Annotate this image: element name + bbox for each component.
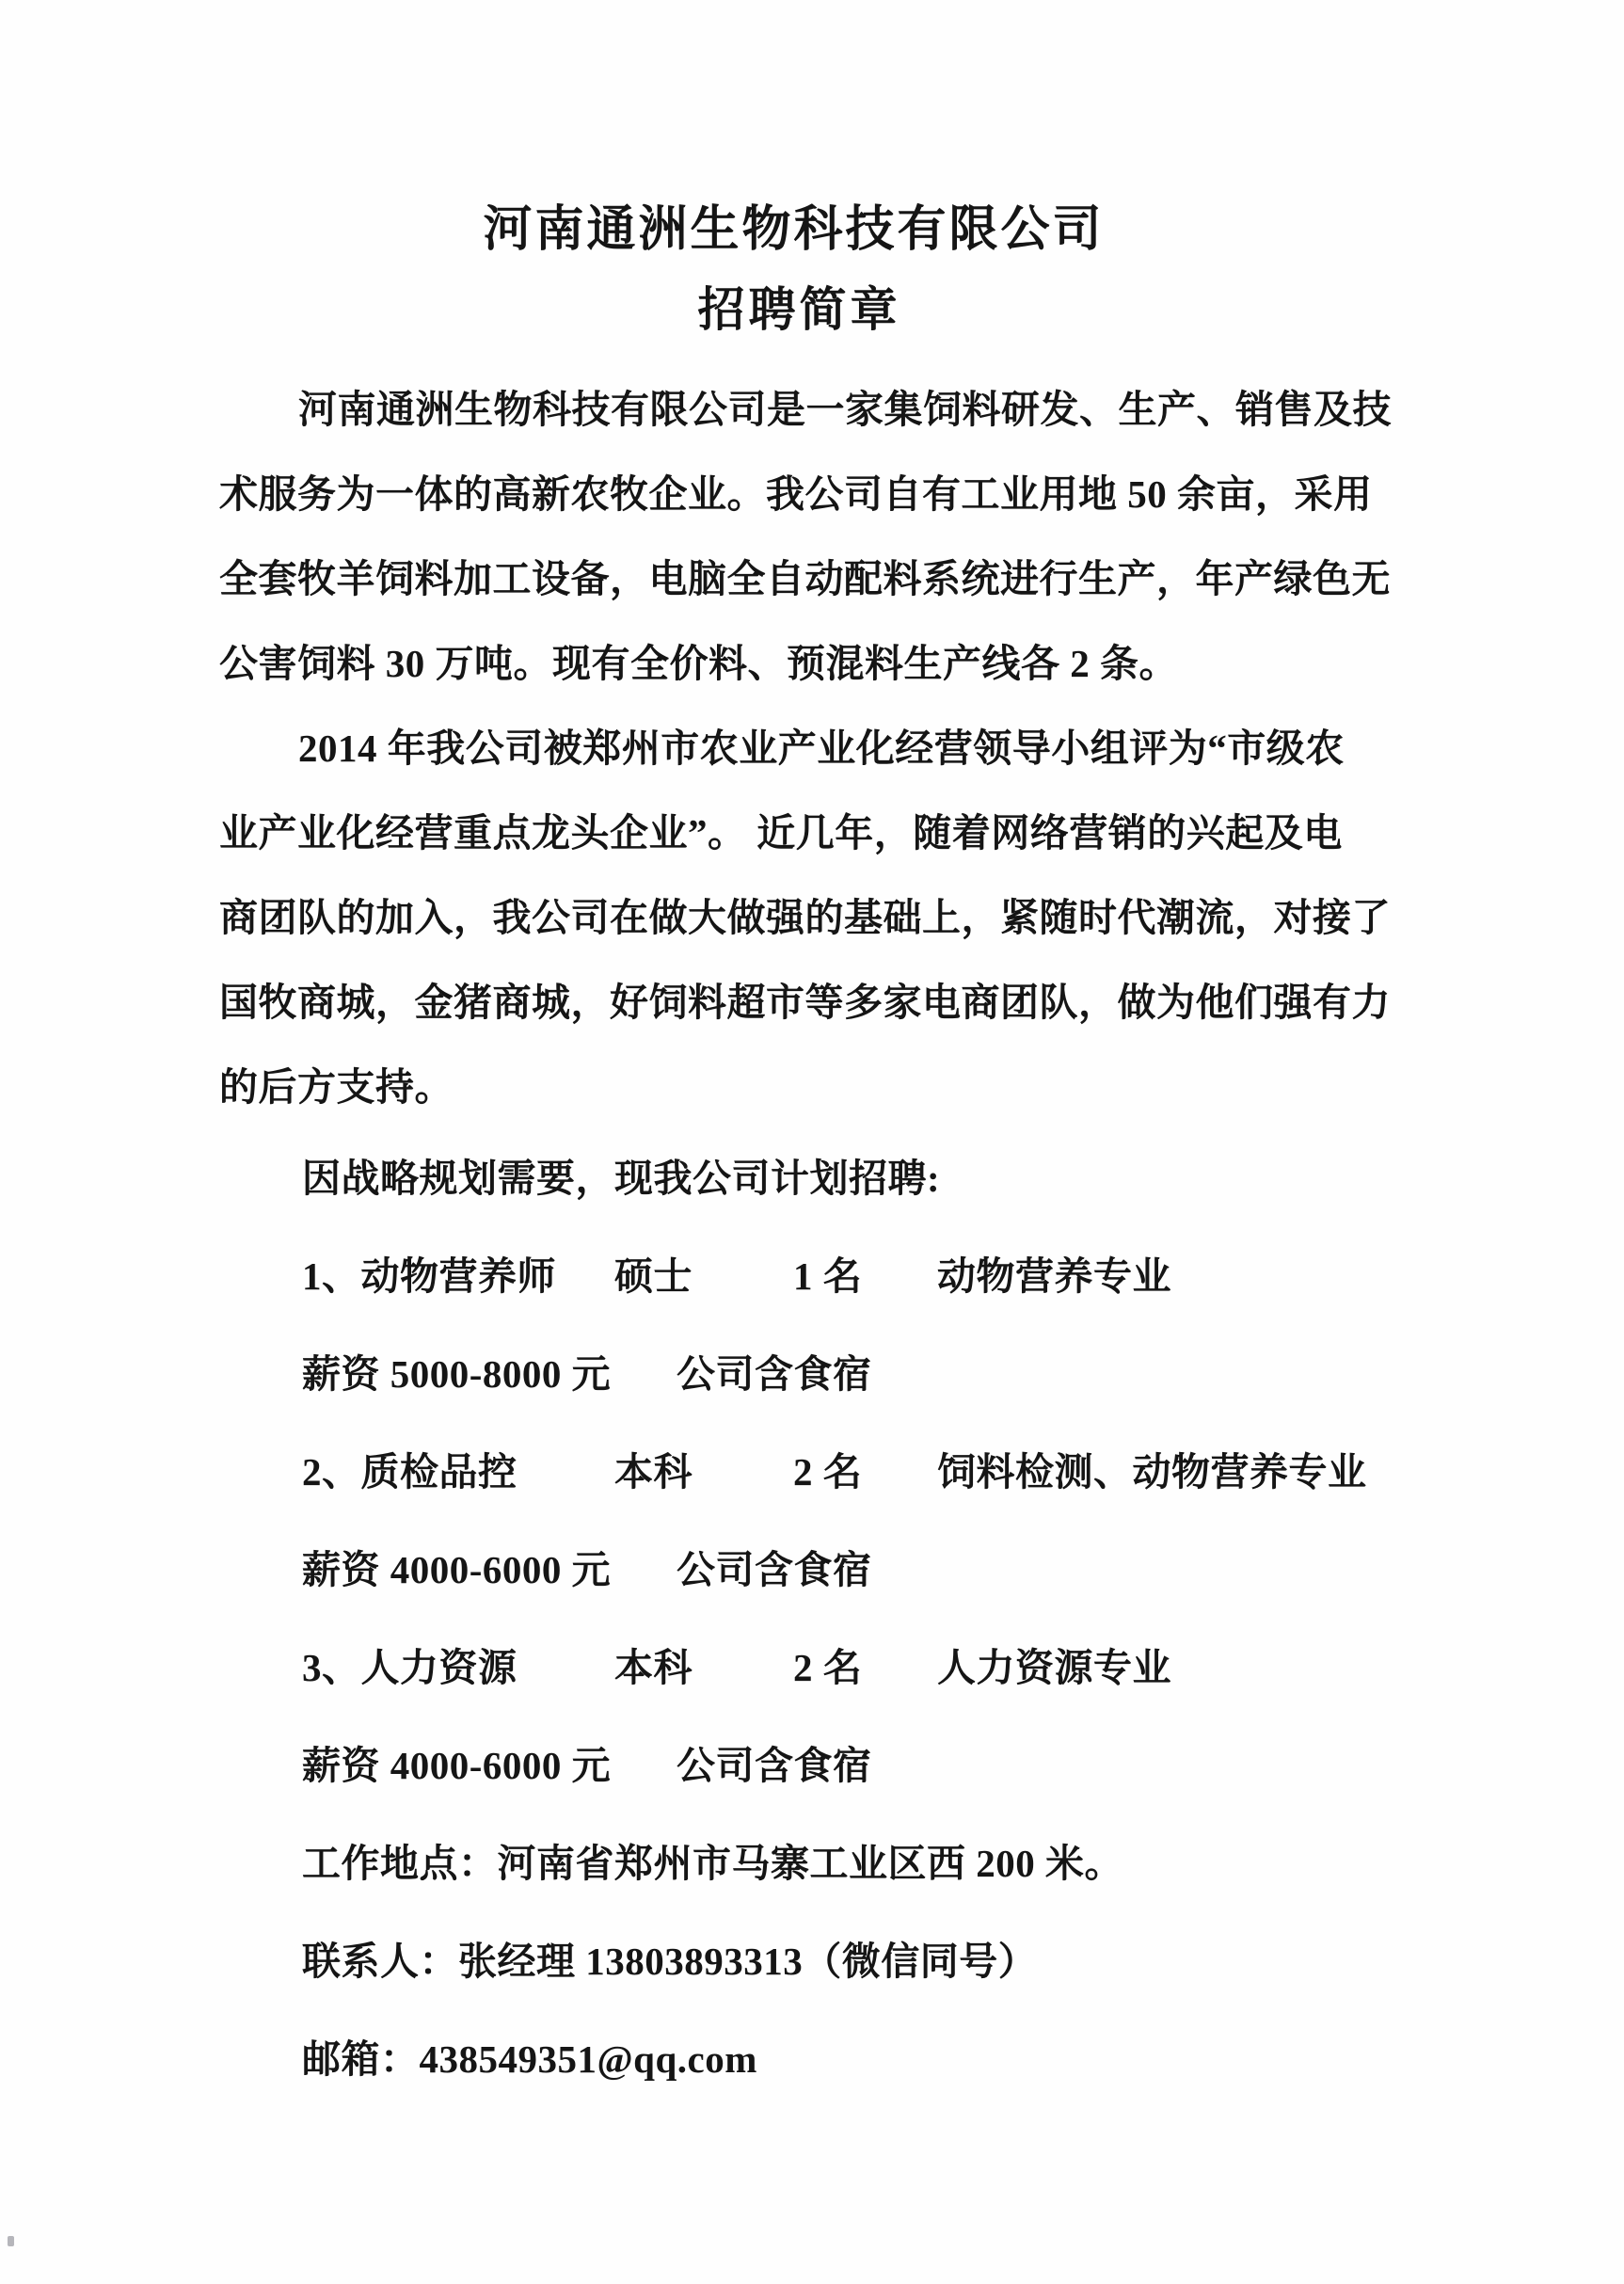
intro-line: 国牧商城，金猪商城，好饲料超市等多家电商团队，做为他们强有力 [219,981,1391,1024]
intro-line: 2014 年我公司被郑州市农业产业化经营领导小组评为“市级农 [298,727,1345,770]
position-row-3 [302,1619,1408,1717]
position-row-1 [302,1227,1408,1325]
document-subtitle: 招聘简章 [697,283,901,336]
recruitment-section [219,1129,1408,2108]
position-headcount: 2 名 [793,1646,863,1689]
salary-text: 薪资 4000-6000 元 [302,1548,612,1591]
intro-line: 全套牧羊饲料加工设备，电脑全自动配料系统进行生产，年产绿色无 [219,557,1391,600]
position-row-2 [302,1423,1408,1521]
salary-text: 薪资 4000-6000 元 [302,1744,612,1787]
position-degree: 本科 [614,1646,693,1689]
intro-line: 术服务为一体的高新农牧企业。我公司自有工业用地 50 余亩，采用 [219,472,1373,516]
contact-line: 联系人：张经理 13803893313（微信同号） [302,1940,1038,1983]
salary-text: 薪资 5000-8000 元 [302,1352,612,1396]
position-degree: 硕士 [614,1254,693,1298]
position-title: 2、质检品控 [302,1450,517,1493]
intro-line: 的后方支持。 [219,1065,454,1109]
intro-paragraphs [219,367,1408,1129]
salary-row-2 [302,1521,1408,1619]
benefit-text: 公司含食宿 [677,1352,872,1396]
document-title: 河南通洲生物科技有限公司 [483,203,1105,257]
benefit-text: 公司含食宿 [677,1548,872,1591]
recruit-heading: 因战略规划需要，现我公司计划招聘: [302,1157,941,1200]
position-title: 3、人力资源 [302,1646,517,1689]
intro-line: 河南通洲生物科技有限公司是一家集饲料研发、生产、销售及技 [298,388,1392,431]
position-headcount: 1 名 [793,1254,863,1298]
position-major: 动物营养专业 [937,1254,1171,1298]
salary-row-1 [302,1325,1408,1423]
intro-line: 商团队的加入，我公司在做大做强的基础上，紧随时代潮流，对接了 [219,896,1391,939]
work-location-line: 工作地点：河南省郑州市马寨工业区西 200 米。 [302,1842,1123,1885]
salary-row-3 [302,1717,1408,1814]
position-degree: 本科 [614,1450,693,1493]
scan-artifact-dot [8,2236,14,2246]
intro-line: 公害饲料 30 万吨。现有全价料、预混料生产线各 2 条。 [219,642,1178,685]
position-title: 1、动物营养师 [302,1254,556,1298]
position-headcount: 2 名 [793,1450,863,1493]
benefit-text: 公司含食宿 [677,1744,872,1787]
intro-line: 业产业化经营重点龙头企业”。 近几年，随着网络营销的兴起及电 [219,811,1343,855]
email-line: 邮箱：438549351@qq.com [302,2037,757,2081]
position-major: 饲料检测、动物营养专业 [937,1450,1367,1493]
position-major: 人力资源专业 [937,1646,1171,1689]
